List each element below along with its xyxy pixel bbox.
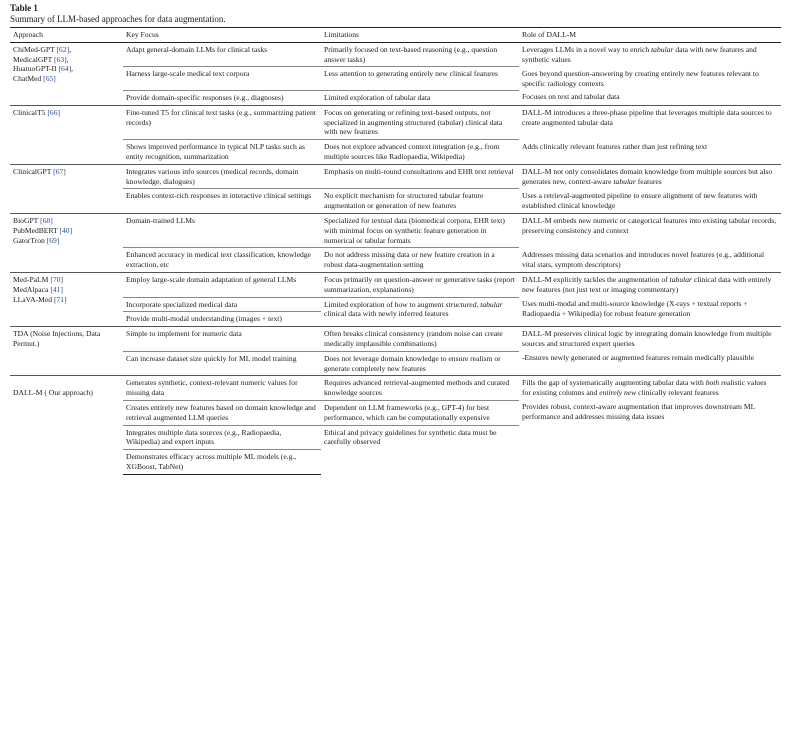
role-cell: Uses multi-modal and multi-source knowledge (X-rays + textual reports + Radiopaedia + Wikipedia) for robust feature generation — [522, 299, 748, 318]
limitation-cell: Dependent on LLM frameworks (e.g., GPT-4) for best performance, which can be computationally expensive — [321, 400, 519, 425]
key-focus-cell: Demonstrates efficacy across multiple ML models (e.g., XGBoost, TabNet) — [123, 450, 321, 475]
table-row — [10, 164, 781, 189]
table-row — [10, 213, 781, 247]
table-title: Summary of LLM-based approaches for data augmentation. — [10, 14, 226, 24]
role-cell: Addresses missing data scenarios and introduces novel features (e.g., additional vital stats, symptom descriptors) — [522, 249, 765, 269]
key-focus-cell: Domain-trained LLMs — [123, 213, 321, 247]
citation-link[interactable]: [62] — [56, 44, 70, 54]
citation-link[interactable]: [65] — [43, 74, 56, 84]
key-focus-cell: Integrates various info sources (medical records, domain knowledge, dialogues) — [123, 164, 321, 189]
key-focus-cell: Generates synthetic, context-relevant numeric values for missing data — [123, 376, 321, 401]
limitation-cell: Do not address missing data or new feature creation in a robust data-augmentation setting — [321, 248, 519, 273]
limitation-cell: Ethical and privacy guidelines for synthetic data must be carefully observed — [321, 425, 519, 474]
key-focus-cell: Shows improved performance in typical NLP tasks such as entity recognition, summarization — [123, 140, 321, 165]
role-cell: Focuses on text and tabular data — [522, 92, 620, 102]
header-approach: Approach — [10, 28, 123, 43]
key-focus-cell: Integrates multiple data sources (e.g., Radiopaedia, Wikipedia) and expert inputs — [123, 425, 321, 450]
table-row — [10, 90, 781, 105]
approach-cell: Med-PaLM [70] MedAlpaca [41] LLaVA-Med [71] — [10, 272, 123, 326]
role-cell: Uses a retrieval-augmented pipeline to ensure alignment of new features with established clinical knowledge — [522, 190, 758, 210]
limitation-cell: No explicit mechanism for structured tabular feature augmentation or generation of new features — [321, 189, 519, 214]
citation-link[interactable]: [40] — [59, 225, 73, 235]
role-cell: -Ensures newly generated or augmented features remain medically plausible — [522, 353, 754, 363]
limitation-cell: Primarily focused on text-based reasoning (e.g., question answer tasks) — [321, 42, 519, 67]
approach-cell: ClinicalGPT [67] — [10, 164, 123, 213]
role-cell: Adds clinically relevant features rather than just refining text — [522, 141, 708, 151]
limitation-cell: Less attention to generating entirely new clinical features — [321, 67, 519, 91]
table-row — [10, 351, 781, 376]
citation-link[interactable]: [70] — [50, 274, 63, 284]
role-cell: Leverages LLMs in a novel way to enrich tabular data with new features and synthetic values — [519, 42, 781, 67]
header-key-focus: Key Focus — [123, 28, 321, 43]
limitation-cell: Requires advanced retrieval-augmented methods and curated knowledge sources — [321, 376, 519, 401]
table-row — [10, 400, 781, 425]
role-cell: Goes beyond question-answering by creating entirely new features relevant to specific radiology contexts — [522, 68, 759, 88]
summary-table — [10, 27, 781, 475]
table-row — [10, 189, 781, 214]
role-cell: DALL-M preserves clinical logic by integrating domain knowledge from multiple sources and structured expert queries — [519, 327, 781, 352]
citation-link[interactable]: [67] — [53, 166, 66, 176]
table-row — [10, 42, 781, 67]
limitation-cell: Focus primarily on question-answer or generative tasks (report summarization, explanations) — [321, 272, 519, 297]
key-focus-cell: Enhanced accuracy in medical text classification, knowledge extraction, etc — [123, 248, 321, 273]
role-cell: DALL-M not only consolidates domain knowledge from multiple sources but also generates new, context-aware tabular features — [519, 164, 781, 189]
limitation-cell: Does not leverage domain knowledge to ensure realism or generate completely new features — [321, 351, 519, 376]
limitation-cell: Focus on generating or refining text-based outputs, not specialized in augmenting structured (tabular) clinical data with new features — [321, 105, 519, 139]
key-focus-cell: Employ large-scale domain adaptation of general LLMs — [123, 272, 321, 297]
approach-cell: TDA (Noise Injections, Data Permut.) — [10, 327, 123, 376]
key-focus-cell: Fine-tuned T5 for clinical text tasks (e.g., summarizing patient records) — [123, 105, 321, 139]
citation-link[interactable]: [64] — [58, 64, 72, 74]
role-cell: Provides robust, context-aware augmentation that improves downstream ML performance and addresses missing data issues — [522, 402, 755, 422]
key-focus-cell: Provide domain-specific responses (e.g., diagnoses) — [123, 90, 321, 105]
limitation-cell: Does not explore advanced context integration (e.g., from multiple sources like Radiopaedia, Wikipedia) — [321, 140, 519, 165]
key-focus-cell: Incorporate specialized medical data — [123, 297, 321, 312]
role-cell: DALL-M introduces a three-phase pipeline that leverages multiple data sources to create augmented tabular data — [519, 105, 781, 139]
limitation-cell: Specialized for textual data (biomedical corpora, EHR text) with minimal focus on synthetic feature generation in numerical or tabular formats — [321, 213, 519, 247]
role-cell: DALL-M explicitly tackles the augmentation of tabular clinical data with entirely new features (not just text or imaging commentary) — [519, 272, 781, 297]
key-focus-cell: Adapt general-domain LLMs for clinical tasks — [123, 42, 321, 67]
table-row — [10, 140, 781, 165]
limitation-cell: Limited exploration of how to augment structured, tabular clinical data with newly inferred features — [321, 297, 519, 327]
table-row — [10, 67, 781, 91]
citation-link[interactable]: [68] — [40, 215, 53, 225]
approach-cell: ChiMed-GPT [62], MedicalGPT [63], HuatuoGPT-II [64], ChatMed [65] — [10, 42, 123, 105]
table-label: Table 1 — [10, 3, 38, 13]
role-cell: DALL-M embeds new numeric or categorical features into existing tabular records, preserving consistency and context — [519, 213, 781, 247]
citation-link[interactable]: [69] — [46, 235, 60, 245]
citation-link[interactable]: [41] — [50, 284, 63, 294]
header-row — [10, 28, 781, 43]
limitation-cell: Limited exploration of tabular data — [321, 90, 519, 105]
citation-link[interactable]: [63] — [54, 54, 67, 64]
table-caption — [10, 3, 226, 25]
approach-cell: BioGPT [68] PubMedBERT [40] GatorTron [69] — [10, 213, 123, 272]
key-focus-cell: Creates entirely new features based on domain knowledge and retrieval augmented LLM queries — [123, 400, 321, 425]
header-limitations: Limitations — [321, 28, 519, 43]
limitation-cell: Often breaks clinical consistency (random noise can create medically implausible combinations) — [321, 327, 519, 352]
table-row — [10, 272, 781, 297]
key-focus-cell: Simple to implement for numeric data — [123, 327, 321, 352]
role-cell: Fills the gap of systematically augmenting tabular data with both realistic values for existing columns and entirely new clinically relevant features — [519, 376, 781, 401]
key-focus-cell: Harness large-scale medical text corpora — [123, 67, 321, 91]
limitation-cell: Emphasis on multi-round consultations and EHR text retrieval — [321, 164, 519, 189]
table-row — [10, 248, 781, 273]
citation-link[interactable]: [71] — [53, 294, 67, 304]
key-focus-cell: Can increase dataset size quickly for ML model training — [123, 351, 321, 376]
approach-cell: DALL-M ( Our approach) — [10, 376, 123, 474]
table-row — [10, 376, 781, 401]
table-row — [10, 105, 781, 139]
table-row — [10, 327, 781, 352]
key-focus-cell: Provide multi-modal understanding (images + text) — [123, 312, 321, 327]
table-row — [10, 297, 781, 312]
citation-link[interactable]: [66] — [47, 107, 61, 117]
header-role-of-dallm: Role of DALL-M — [519, 28, 781, 43]
key-focus-cell: Enables context-rich responses in interactive clinical settings — [123, 189, 321, 214]
approach-cell: ClinicalT5 [66] — [10, 105, 123, 164]
